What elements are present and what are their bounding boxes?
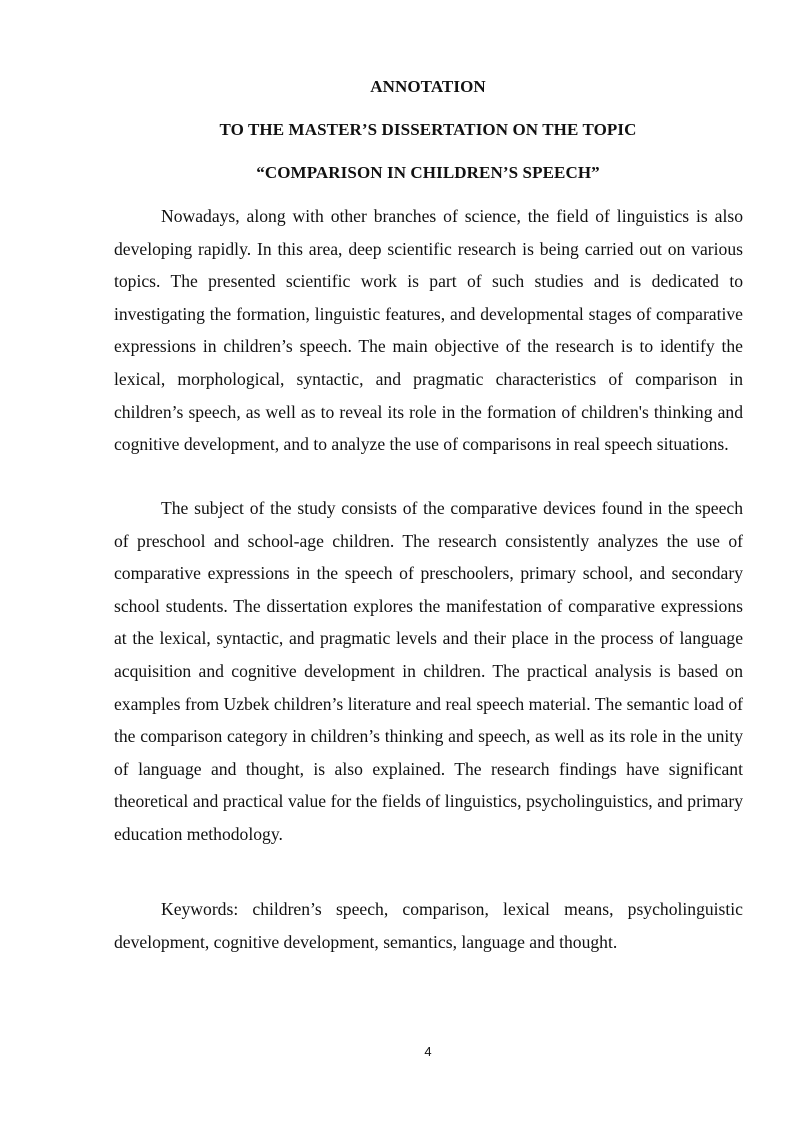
page-number: 4 <box>424 1044 432 1059</box>
subject-paragraph: The subject of the study consists of the comparative devices found in the speech of preschool and school-age children. The research consistently analyzes the use of comparative expressions in the speech of preschoolers, primary school, and secondary school students. The dissertation explores the manifestation of comparative expressions at the lexical, syntactic, and pragmatic levels and their place in the process of language acquisition and cognitive development in children. The practical analysis is based on examples from Uzbek children’s literature and real speech material. The semantic load of the comparison category in children’s thinking and speech, as well as its role in the unity of language and thought, is also explained. The research findings have significant theoretical and practical value for the fields of linguistics, psycholinguistics, and primary education methodology. <box>114 498 743 844</box>
dissertation-topic-heading: TO THE MASTER’S DISSERTATION ON THE TOPIC <box>219 120 637 139</box>
dissertation-title-heading: “COMPARISON IN CHILDREN’S SPEECH” <box>256 163 600 182</box>
annotation-heading: ANNOTATION <box>370 77 486 96</box>
keywords-paragraph: Keywords: children’s speech, comparison, lexical means, psycholinguistic development, cognitive development, semantics, language and thought. <box>114 899 743 952</box>
intro-paragraph: Nowadays, along with other branches of science, the field of linguistics is also developing rapidly. In this area, deep scientific research is being carried out on various topics. The presented scientific work is part of such studies and is dedicated to investigating the formation, linguistic features, and developmental stages of comparative expressions in children’s speech. The main objective of the research is to identify the lexical, morphological, syntactic, and pragmatic characteristics of comparison in children’s speech, as well as to reveal its role in the formation of children's thinking and cognitive development, and to analyze the use of comparisons in real speech situations. <box>114 206 743 455</box>
